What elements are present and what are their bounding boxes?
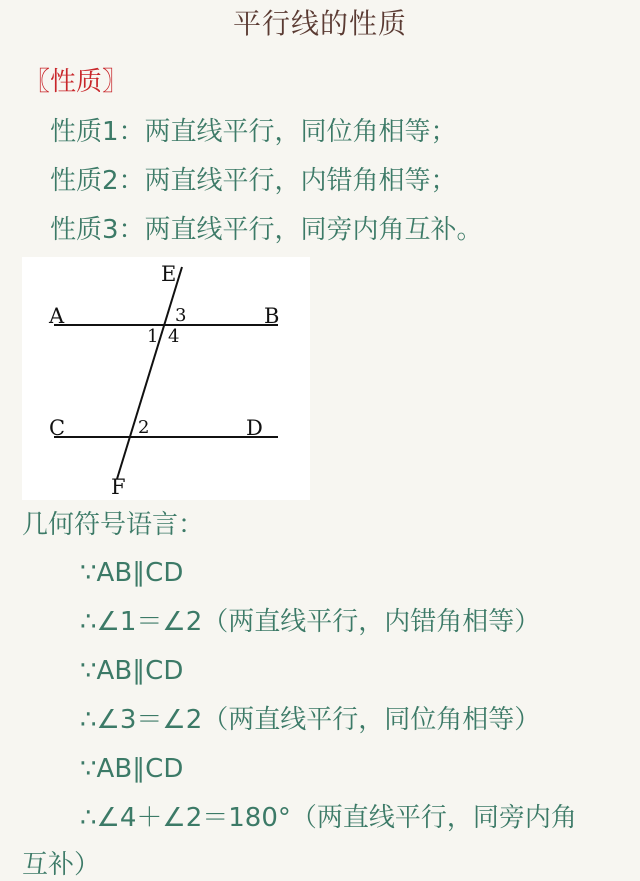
step-1: ∵AB∥CD: [80, 558, 184, 588]
line-ef: [117, 267, 182, 479]
parallel-lines-figure: [22, 257, 310, 500]
step-6: ∴∠4＋∠2＝180°（两直线平行，同旁内角: [80, 803, 577, 833]
angle-3-label: 3: [175, 305, 187, 326]
property-2: 性质2：两直线平行，内错角相等；: [50, 166, 457, 196]
figure-svg: [22, 257, 310, 500]
point-e-label: E: [161, 262, 177, 286]
point-d-label: D: [246, 416, 263, 440]
point-f-label: F: [111, 475, 126, 499]
page-title: 平行线的性质: [232, 7, 407, 40]
step-2: ∴∠1＝∠2（两直线平行，内错角相等）: [80, 607, 541, 637]
point-a-label: A: [49, 304, 65, 328]
step-3: ∵AB∥CD: [80, 656, 184, 686]
angle-2-label: 2: [138, 417, 150, 438]
step-5: ∵AB∥CD: [80, 754, 184, 784]
symbolic-heading: 几何符号语言：: [22, 510, 205, 540]
step-6-continuation: 互补）: [22, 850, 101, 880]
section-heading: 〖性质〗: [24, 67, 129, 97]
step-4: ∴∠3＝∠2（两直线平行，同位角相等）: [80, 705, 541, 735]
property-1: 性质1：两直线平行，同位角相等；: [50, 117, 457, 147]
point-b-label: B: [264, 304, 280, 328]
property-3: 性质3：两直线平行，同旁内角互补。: [50, 215, 483, 245]
point-c-label: C: [49, 416, 66, 440]
angle-4-label: 4: [168, 326, 180, 347]
angle-1-label: 1: [147, 326, 159, 347]
